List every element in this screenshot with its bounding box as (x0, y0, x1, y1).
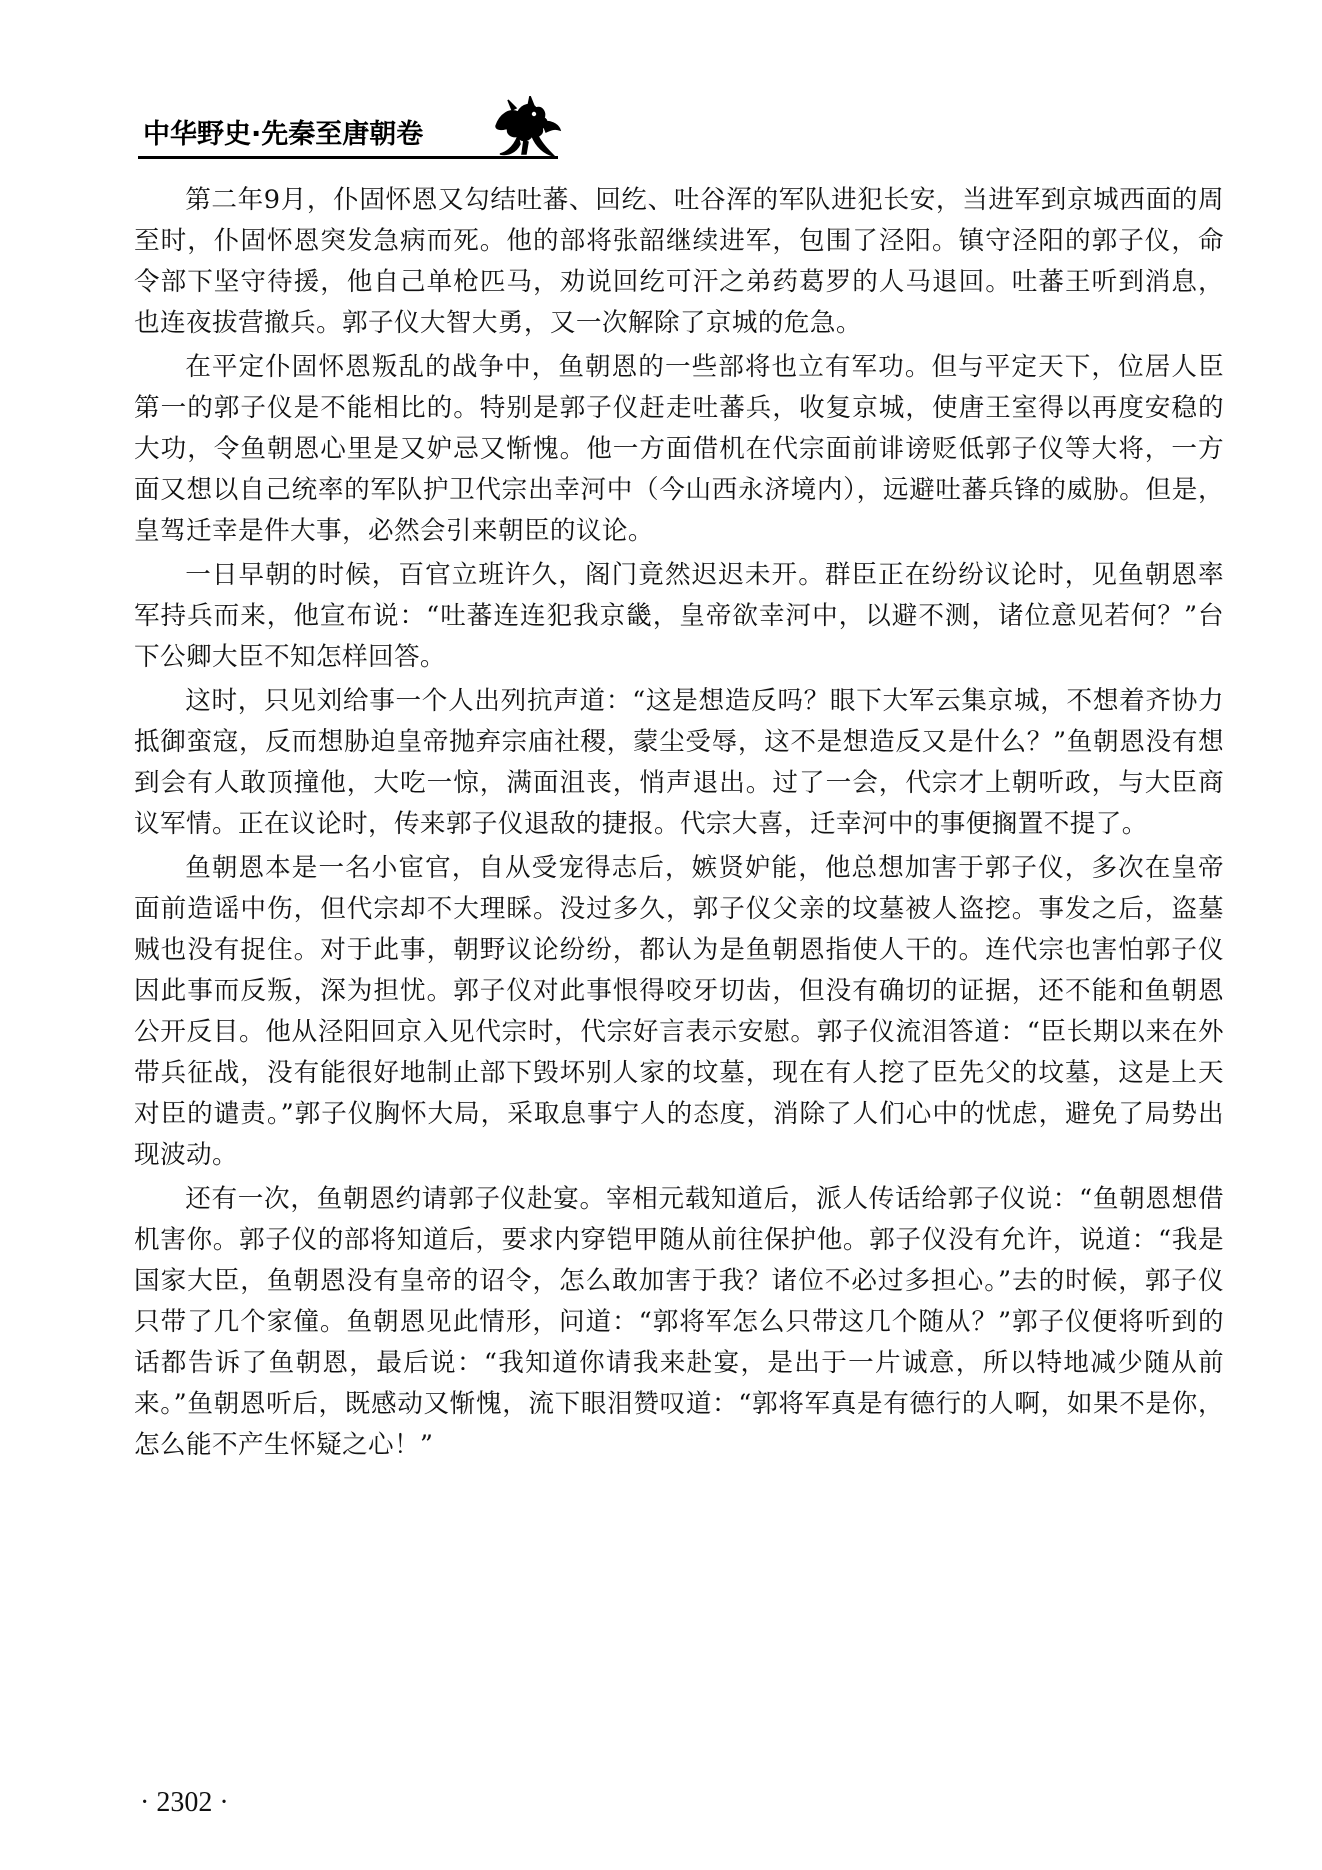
book-title: 中华野史·先秦至唐朝卷 (143, 119, 424, 150)
paragraph: 第二年9月，仆固怀恩又勾结吐蕃、回纥、吐谷浑的军队进犯长安，当进军到京城西面的周至时，仆固怀恩突发急病而死。他的部将张韶继续进军，包围了泾阳。镇守泾阳的郭子仪，命令部下坚守待援，他自己单枪匹马，劝说回纥可汗之弟药葛罗的人马退回。吐蕃王听到消息，也连夜拔营撤兵。郭子仪大智大勇，又一次解除了京城的危急。 (134, 185, 1224, 338)
article-body (134, 180, 1224, 1469)
header-rule (138, 156, 558, 159)
paragraph: 鱼朝恩本是一名小宦官，自从受宠得志后，嫉贤妒能，他总想加害于郭子仪，多次在皇帝面前造谣中伤，但代宗却不大理睬。没过多久，郭子仪父亲的坟墓被人盗挖。事发之后，盗墓贼也没有捉住。对于此事，朝野议论纷纷，都认为是鱼朝恩指使人干的。连代宗也害怕郭子仪因此事而反叛，深为担忧。郭子仪对此事恨得咬牙切齿，但没有确切的证据，还不能和鱼朝恩公开反目。他从泾阳回京入见代宗时，代宗好言表示安慰。郭子仪流泪答道：“臣长期以来在外带兵征战，没有能很好地制止部下毁坏别人家的坟墓，现在有人挖了臣先父的坟墓，这是上天对臣的谴责。”郭子仪胸怀大局，采取息事宁人的态度，消除了人们心中的忧虑，避免了局势出现波动。 (134, 853, 1224, 1170)
paragraph: 这时，只见刘给事一个人出列抗声道：“这是想造反吗？眼下大军云集京城，不想着齐协力抵御蛮寇，反而想胁迫皇帝抛弃宗庙社稷，蒙尘受辱，这不是想造反又是什么？”鱼朝恩没有想到会有人敢顶撞他，大吃一惊，满面沮丧，悄声退出。过了一会，代宗才上朝听政，与大臣商议军情。正在议论时，传来郭子仪退敌的捷报。代宗大喜，迁幸河中的事便搁置不提了。 (134, 686, 1224, 839)
page-number: · 2302 · (140, 1787, 229, 1818)
paragraph: 还有一次，鱼朝恩约请郭子仪赴宴。宰相元载知道后，派人传话给郭子仪说：“鱼朝恩想借机害你。郭子仪的部将知道后，要求内穿铠甲随从前往保护他。郭子仪没有允许，说道：“我是国家大臣，鱼朝恩没有皇帝的诏令，怎么敢加害于我？诸位不必过多担心。”去的时候，郭子仪只带了几个家僮。鱼朝恩见此情形，问道：“郭将军怎么只带这几个随从？”郭子仪便将听到的话都告诉了鱼朝恩，最后说：“我知道你请我来赴宴，是出于一片诚意，所以特地减少随从前来。”鱼朝恩听后，既感动又惭愧，流下眼泪赞叹道：“郭将军真是有德行的人啊，如果不是你，怎么能不产生怀疑之心！” (134, 1184, 1224, 1460)
paragraph: 在平定仆固怀恩叛乱的战争中，鱼朝恩的一些部将也立有军功。但与平定天下，位居人臣第一的郭子仪是不能相比的。特别是郭子仪赶走吐蕃兵，收复京城，使唐王室得以再度安稳的大功，令鱼朝恩心里是又妒忌又惭愧。他一方面借机在代宗面前诽谤贬低郭子仪等大将，一方面又想以自己统率的军队护卫代宗出幸河中（今山西永济境内），远避吐蕃兵锋的威胁。但是，皇驾迁幸是件大事，必然会引来朝臣的议论。 (134, 352, 1224, 546)
paragraph: 一日早朝的时候，百官立班许久，阁门竟然迟迟未开。群臣正在纷纷议论时，见鱼朝恩率军持兵而来，他宣布说：“吐蕃连连犯我京畿，皇帝欲幸河中，以避不测，诸位意见若何？”台下公卿大臣不知怎样回答。 (134, 560, 1224, 672)
page-header (138, 104, 1238, 164)
